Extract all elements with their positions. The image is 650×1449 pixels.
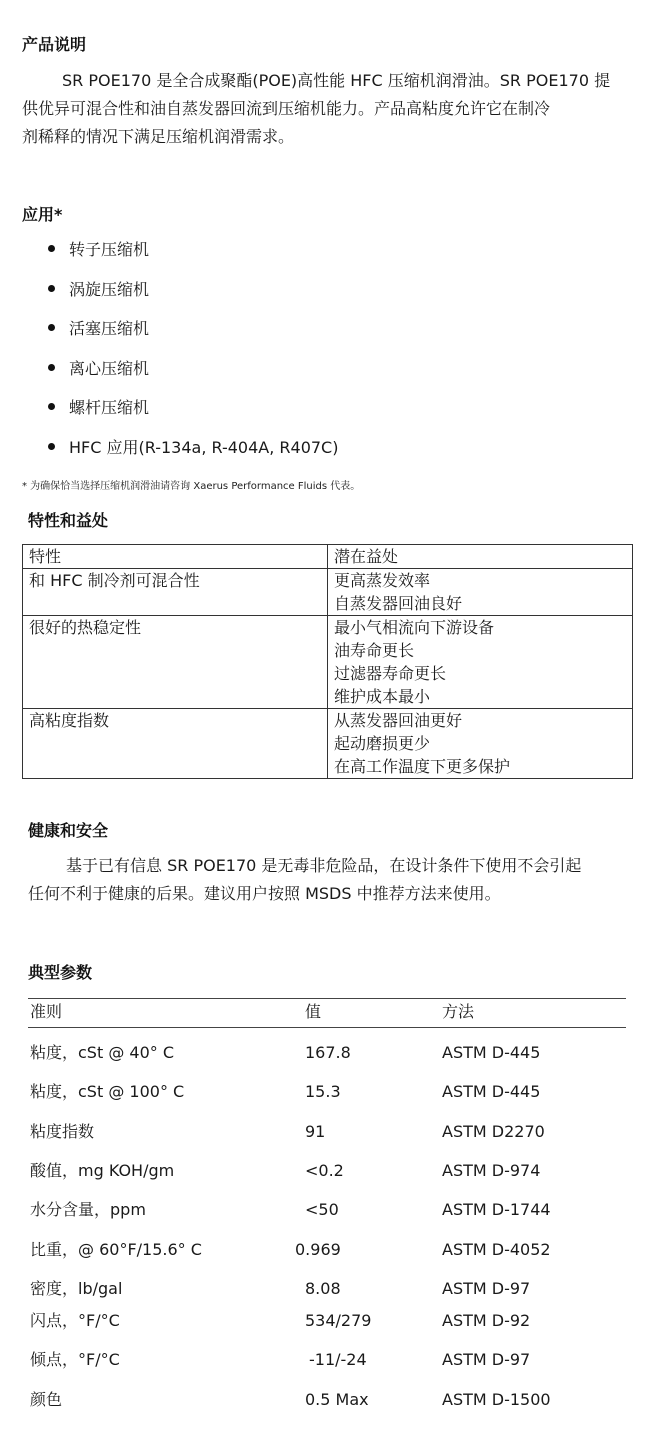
criterion-cell: 粘度指数 — [30, 1122, 95, 1141]
bullet-icon — [48, 364, 55, 371]
value-cell: <50 — [305, 1200, 339, 1219]
application-label: 涡旋压缩机 — [69, 280, 150, 299]
criterion-cell: 比重，@ 60°F/15.6° C — [30, 1240, 202, 1259]
method-cell: ASTM D-97 — [442, 1350, 531, 1369]
applications-note: * 为确保恰当选择压缩机润滑油请咨询 Xaerus Performance Fluids 代表。 — [22, 481, 361, 492]
features-header-feature: 特性 — [23, 545, 328, 569]
criterion-cell: 密度，lb/gal — [30, 1279, 123, 1298]
value-cell: 15.3 — [305, 1082, 341, 1101]
criterion-cell: 粘度，cSt @ 40° C — [30, 1043, 175, 1062]
features-table — [22, 544, 633, 779]
features-header-benefit: 潜在益处 — [328, 545, 633, 569]
bullet-icon — [48, 324, 55, 331]
list-item — [48, 396, 149, 420]
criterion-cell: 颜色 — [30, 1390, 63, 1409]
feature-cell: 很好的热稳定性 — [23, 616, 328, 709]
method-cell: ASTM D-1744 — [442, 1200, 551, 1219]
list-item — [48, 317, 149, 341]
description-line-3: 剂稀释的情况下满足压缩机润滑需求。 — [22, 127, 295, 146]
params-header-method: 方法 — [442, 1002, 475, 1021]
health-line-2: 任何不利于健康的后果。建议用户按照 MSDS 中推荐方法来使用。 — [28, 884, 501, 903]
value-cell: <0.2 — [305, 1161, 344, 1180]
bullet-icon — [48, 285, 55, 292]
benefit-line: 更高蒸发效率 — [334, 571, 431, 590]
list-item — [48, 357, 149, 381]
method-cell: ASTM D2270 — [442, 1122, 545, 1141]
health-line-1: 基于已有信息 SR POE170 是无毒非危险品，在设计条件下使用不会引起 — [66, 856, 582, 875]
params-top-rule — [28, 998, 626, 999]
list-item — [48, 436, 338, 460]
method-cell: ASTM D-4052 — [442, 1240, 551, 1259]
application-label: 螺杆压缩机 — [69, 398, 150, 417]
value-cell: 0.5 Max — [305, 1390, 369, 1409]
criterion-cell: 酸值，mg KOH/gm — [30, 1161, 175, 1180]
method-cell: ASTM D-445 — [442, 1082, 541, 1101]
criterion-cell: 倾点，°F/°C — [30, 1350, 120, 1369]
application-label: 离心压缩机 — [69, 359, 150, 378]
table-row — [23, 616, 633, 709]
applications-title: 应用* — [22, 205, 63, 224]
benefit-cell — [328, 709, 633, 779]
list-item — [48, 238, 149, 262]
value-cell: 91 — [305, 1122, 326, 1141]
method-cell: ASTM D-974 — [442, 1161, 541, 1180]
benefit-cell — [328, 569, 633, 616]
method-cell: ASTM D-445 — [442, 1043, 541, 1062]
health-safety-title: 健康和安全 — [28, 821, 109, 840]
benefit-line: 最小气相流向下游设备 — [334, 618, 495, 637]
description-line-2: 供优异可混合性和油自蒸发器回流到压缩机能力。产品高粘度允许它在制冷 — [22, 99, 551, 118]
benefit-line: 在高工作温度下更多保护 — [334, 757, 511, 776]
bullet-icon — [48, 245, 55, 252]
method-cell: ASTM D-92 — [442, 1311, 531, 1330]
params-header-value: 值 — [305, 1002, 322, 1021]
method-cell: ASTM D-1500 — [442, 1390, 551, 1409]
benefit-line: 油寿命更长 — [334, 641, 415, 660]
benefit-line: 维护成本最小 — [334, 687, 431, 706]
benefit-line: 从蒸发器回油更好 — [334, 711, 463, 730]
benefit-line: 过滤器寿命更长 — [334, 664, 447, 683]
method-cell: ASTM D-97 — [442, 1279, 531, 1298]
features-header-row — [23, 545, 633, 569]
criterion-cell: 粘度，cSt @ 100° C — [30, 1082, 185, 1101]
value-cell: -11/-24 — [309, 1350, 367, 1369]
benefit-line: 自蒸发器回油良好 — [334, 594, 463, 613]
bullet-icon — [48, 403, 55, 410]
table-row — [23, 709, 633, 779]
params-header-rule — [28, 1027, 626, 1028]
params-header-criterion: 准则 — [30, 1002, 63, 1021]
list-item — [48, 278, 149, 302]
product-description-title: 产品说明 — [22, 35, 87, 54]
bullet-icon — [48, 443, 55, 450]
feature-cell: 高粘度指数 — [23, 709, 328, 779]
application-label: 活塞压缩机 — [69, 319, 150, 338]
criterion-cell: 水分含量，ppm — [30, 1200, 146, 1219]
value-cell: 8.08 — [305, 1279, 341, 1298]
value-cell: 167.8 — [305, 1043, 351, 1062]
feature-cell: 和 HFC 制冷剂可混合性 — [23, 569, 328, 616]
application-label: 转子压缩机 — [69, 240, 150, 259]
application-label: HFC 应用(R-134a, R-404A, R407C) — [69, 438, 339, 457]
description-line-1: SR POE170 是全合成聚酯(POE)高性能 HFC 压缩机润滑油。SR POE170 提 — [62, 71, 611, 90]
value-cell: 534/279 — [305, 1311, 372, 1330]
criterion-cell: 闪点，°F/°C — [30, 1311, 120, 1330]
typical-params-title: 典型参数 — [28, 963, 93, 982]
benefit-line: 起动磨损更少 — [334, 734, 431, 753]
features-title: 特性和益处 — [28, 511, 109, 530]
value-cell: 0.969 — [295, 1240, 341, 1259]
table-row — [23, 569, 633, 616]
benefit-cell — [328, 616, 633, 709]
